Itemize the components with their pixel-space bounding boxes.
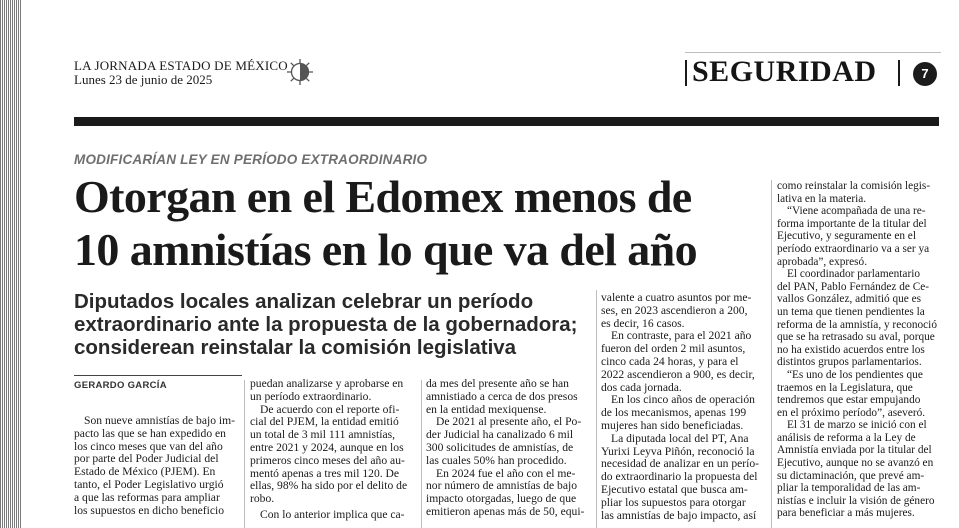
text-line: aprobada”, expresó. bbox=[777, 255, 868, 268]
text-line: Con lo anterior implica que ca- bbox=[260, 507, 405, 521]
text-line: La diputada local del PT, Ana bbox=[611, 431, 749, 445]
text-line: ellas, 98% ha sido por el delito de bbox=[250, 479, 408, 493]
text-line: que se ha retrasado su aval, porque bbox=[777, 331, 935, 344]
text-line: los supuestos en dicho beneficio bbox=[74, 503, 225, 517]
text-line: Yurixi Leyva Piñón, reconoció la bbox=[601, 444, 755, 458]
text-line: las cuales 50% han procedido. bbox=[426, 453, 567, 467]
text-line: En contraste, para el 2021 año bbox=[611, 329, 752, 343]
text-line: En 2024 fue el año con el me- bbox=[436, 466, 576, 480]
section-divider bbox=[898, 60, 900, 86]
text-line: El coordinador parlamentario bbox=[787, 268, 920, 281]
column-rule bbox=[421, 380, 422, 528]
section-title: SEGURIDAD bbox=[692, 55, 877, 88]
text-line: dos cada jornada. bbox=[601, 380, 682, 394]
byline-rule bbox=[74, 375, 242, 376]
page-number-badge: 7 bbox=[913, 62, 937, 86]
headline-line: Otorgan en el Edomex menos de bbox=[74, 171, 692, 222]
subhead-line: extraordinario ante la propuesta de la gobernadora; bbox=[74, 313, 578, 336]
text-line: pacto las que se han expedido en bbox=[74, 426, 226, 440]
text-line: valente a cuatro asuntos por me- bbox=[601, 291, 752, 304]
article-column-4 bbox=[601, 292, 767, 522]
publication-name: LA JORNADA ESTADO DE MÉXICO bbox=[74, 58, 288, 73]
text-line: las amnistías de bajo impacto, así bbox=[601, 508, 757, 522]
text-line: como reinstalar la comisión legis- bbox=[777, 180, 931, 192]
text-line: 300 solicitudes de amnistías, de bbox=[426, 440, 574, 454]
text-line: robo. bbox=[250, 492, 275, 506]
text-line: “Viene acompañada de una re- bbox=[787, 205, 926, 218]
text-line: su dictaminación, que prevé am- bbox=[777, 469, 925, 482]
publication-date: Lunes 23 de junio de 2025 bbox=[74, 72, 213, 87]
article-kicker: MODIFICARÍAN LEY EN PERÍODO EXTRAORDINARIO bbox=[74, 152, 428, 167]
text-line: forma importante de la titular del bbox=[777, 217, 927, 230]
text-line: en el próximo período”, aseveró. bbox=[777, 406, 926, 419]
section-header bbox=[685, 55, 940, 91]
text-line: a que las reformas para ampliar bbox=[74, 490, 220, 504]
text-line: nor número de amnistías de bajo bbox=[426, 479, 578, 493]
text-line: En los cinco años de operación bbox=[611, 393, 755, 407]
text-line: entre 2021 y 2024, aunque en los bbox=[250, 440, 404, 454]
headline-line: 10 amnistías en lo que va del año bbox=[74, 224, 698, 275]
text-line: Ejecutivo, y seguramente en el bbox=[777, 230, 916, 243]
text-line: De 2021 al presente año, el Po- bbox=[436, 415, 582, 429]
text-line: cial del PJEM, la entidad emitió bbox=[250, 415, 399, 429]
text-line: traemos en la Legislatura, que bbox=[777, 381, 913, 394]
text-line: un tema que tienen pendientes la bbox=[777, 305, 925, 318]
article-column-1 bbox=[74, 415, 238, 517]
text-line: los cinco meses que van del año bbox=[74, 439, 223, 453]
text-line: De acuerdo con el reporte ofi- bbox=[260, 402, 400, 416]
article-subhead bbox=[74, 290, 594, 359]
text-line: reforma de la amnistía, y reconoció bbox=[777, 318, 937, 331]
text-line: Estado de México (PJEM). En bbox=[74, 465, 216, 479]
text-line: un total de 3 mil 111 amnistías, bbox=[250, 428, 396, 442]
text-line: nistías e incluir la visión de género bbox=[777, 494, 935, 507]
text-line: no ha existido acuerdos entre los bbox=[777, 343, 925, 356]
text-line: mentó apenas a tres mil 120. De bbox=[250, 466, 400, 480]
text-line: Son nueve amnistías de bajo im- bbox=[84, 414, 236, 427]
text-line: para beneficiar a más mujeres. bbox=[777, 507, 915, 520]
top-black-bar bbox=[74, 117, 939, 126]
text-line: pliar la temporalidad de las am- bbox=[777, 482, 921, 495]
text-line: emitieron apenas más de 50, equi- bbox=[426, 504, 585, 518]
text-line: fueron del orden 2 mil asuntos, bbox=[601, 342, 746, 356]
section-divider bbox=[685, 60, 687, 86]
text-line: El 31 de marzo se inició con el bbox=[787, 419, 927, 432]
page-edge-strip bbox=[0, 0, 22, 528]
text-line: pliar los supuestos para otorgar bbox=[601, 495, 746, 509]
text-line: “Es uno de los pendientes que bbox=[787, 368, 923, 381]
column-rule bbox=[244, 380, 245, 528]
header-rule bbox=[685, 52, 941, 53]
text-line: un período extraordinario. bbox=[250, 389, 372, 403]
article-column-3 bbox=[426, 378, 592, 519]
text-line: distintos grupos parlamentarios. bbox=[777, 356, 922, 369]
text-line: de los mecanismos, apenas 199 bbox=[601, 406, 747, 420]
text-line: del PAN, Pablo Fernández de Ce- bbox=[777, 280, 930, 293]
text-line: impacto otorgadas, luego de que bbox=[426, 492, 577, 506]
text-line: necesidad de analizar en un perío- bbox=[601, 457, 760, 471]
text-line: período extraordinario va a ser ya bbox=[777, 242, 930, 255]
column-rule bbox=[596, 290, 597, 528]
text-line: der Judicial ha canalizado 6 mil bbox=[426, 428, 574, 442]
text-line: puedan analizarse y aprobarse en bbox=[250, 377, 404, 390]
text-line: Ejecutivo, aunque no se avanzó en bbox=[777, 457, 934, 470]
text-line: vallos González, admitió que es bbox=[777, 293, 921, 306]
text-line: amnistiado a cerca de dos presos bbox=[426, 389, 578, 403]
byline: GERARDO GARCÍA bbox=[74, 380, 167, 391]
text-line: por parte del Poder Judicial del bbox=[74, 452, 219, 466]
text-line: tanto, el Poder Legislativo urgió bbox=[74, 477, 224, 491]
subhead-line: Diputados locales analizan celebrar un período bbox=[74, 290, 534, 313]
column-rule bbox=[771, 180, 772, 528]
text-line: análisis de reforma a la Ley de bbox=[777, 431, 916, 444]
text-line: Amnistía enviada por la titular del bbox=[777, 444, 932, 457]
text-line: 2022 ascendieron a 900, es decir, bbox=[601, 367, 755, 381]
text-line: Ejecutivo estatal que busca am- bbox=[601, 482, 748, 496]
article-headline bbox=[74, 170, 774, 276]
text-line: es decir, 16 casos. bbox=[601, 316, 685, 330]
text-line: mujeres han sido beneficiadas. bbox=[601, 418, 744, 432]
article-column-5 bbox=[777, 180, 939, 520]
subhead-line: considerean reinstalar la comisión legislativa bbox=[74, 336, 517, 359]
text-line: do extraordinario la propuesta del bbox=[601, 470, 758, 484]
text-line: tendremos que estar empujando bbox=[777, 394, 921, 407]
text-line: da mes del presente año se han bbox=[426, 377, 569, 390]
text-line: lativa en la materia. bbox=[777, 192, 867, 205]
text-line: cinco cada 24 horas, y para el bbox=[601, 354, 739, 368]
sun-logo-icon bbox=[284, 57, 316, 87]
text-line: ses, en 2023 ascendieron a 200, bbox=[601, 303, 748, 317]
article-column-2 bbox=[250, 378, 416, 522]
text-line: primeros cinco meses del año au- bbox=[250, 453, 405, 467]
text-line: en la entidad mexiquense. bbox=[426, 402, 547, 416]
